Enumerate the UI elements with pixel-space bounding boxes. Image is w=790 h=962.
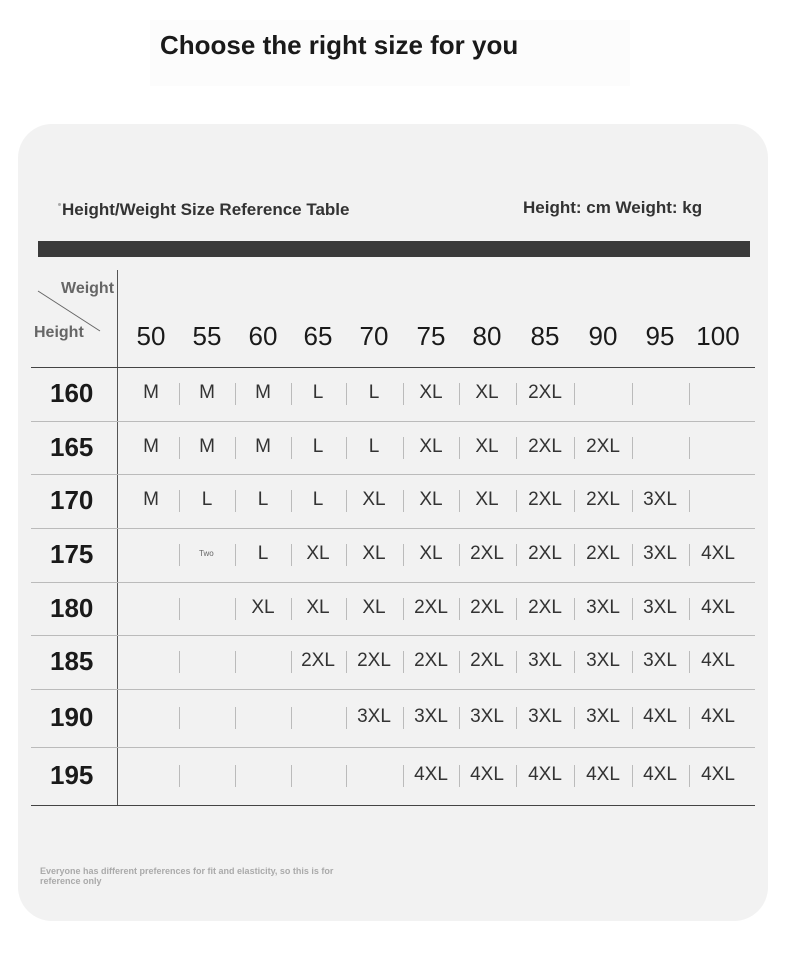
weight-header-80: 80: [472, 321, 502, 351]
table-row-divider: [31, 582, 755, 583]
size-cell: M: [143, 489, 159, 510]
cell-separator: [179, 707, 180, 729]
size-cell: XL: [362, 489, 386, 510]
size-cell: 4XL: [643, 706, 677, 727]
height-value-175: 175: [50, 539, 94, 569]
size-cell: 2XL: [470, 543, 504, 564]
size-cell: M: [199, 435, 215, 457]
cell-separator: [179, 544, 180, 566]
size-cell: 4XL: [470, 764, 504, 785]
header-divider-bar: [38, 241, 750, 257]
size-cell: XL: [419, 382, 443, 403]
size-cell: L: [368, 435, 380, 457]
size-cell: 2XL: [586, 435, 620, 457]
weight-header-65: 65: [303, 321, 333, 351]
size-cell: 3XL: [643, 543, 677, 564]
cell-separator: [291, 707, 292, 729]
size-cell: 3XL: [357, 706, 391, 727]
weight-header-50: 50: [136, 321, 166, 351]
height-value-190: 190: [50, 702, 94, 732]
size-cell: XL: [362, 596, 386, 618]
size-cell: XL: [306, 543, 330, 564]
size-cell: 3XL: [470, 706, 504, 727]
footnote: Everyone has different preferences for fit and elasticity, so this is for reference only: [40, 866, 334, 886]
cell-separator: [632, 437, 633, 459]
size-cell: 4XL: [701, 650, 735, 671]
size-cell: 2XL: [528, 596, 562, 618]
size-cell: 2XL: [586, 489, 620, 510]
size-cell: 2XL: [414, 650, 448, 671]
height-value-160: 160: [50, 378, 94, 408]
size-cell: L: [257, 489, 269, 510]
cell-separator: [179, 765, 180, 787]
table-title: [58, 200, 350, 220]
size-cell: M: [143, 435, 159, 457]
table-row-divider: [31, 747, 755, 748]
size-cell: 2XL: [470, 596, 504, 618]
size-cell: XL: [475, 489, 499, 510]
height-value-180: 180: [50, 592, 94, 623]
size-cell: 2XL: [528, 543, 562, 564]
size-cell: 2XL: [528, 489, 562, 510]
weight-header-55: 55: [192, 321, 222, 351]
size-cell: 2XL: [586, 543, 620, 564]
size-cell: 3XL: [643, 489, 677, 510]
cell-separator: [574, 383, 575, 405]
weight-header-95: 95: [645, 321, 675, 351]
size-cell: XL: [306, 596, 330, 618]
size-cell: 3XL: [414, 706, 448, 727]
weight-header-85: 85: [530, 321, 560, 351]
height-value-170: 170: [50, 485, 94, 515]
corner-weight-label: Weight: [61, 280, 115, 297]
weight-header-100: 100: [696, 321, 740, 351]
size-cell: 4XL: [414, 764, 448, 785]
tiny-note: Two: [199, 549, 214, 558]
size-cell: 2XL: [528, 382, 562, 403]
table-row-divider: [31, 421, 755, 422]
weight-header-75: 75: [416, 321, 446, 351]
size-cell: 4XL: [701, 764, 735, 785]
cell-separator: [632, 383, 633, 405]
size-cell: 3XL: [528, 650, 562, 671]
size-cell: 3XL: [643, 650, 677, 671]
size-cell: M: [255, 435, 271, 457]
size-cell: M: [255, 382, 271, 403]
size-cell: 4XL: [643, 764, 677, 785]
cell-separator: [291, 765, 292, 787]
size-cell: XL: [419, 543, 443, 564]
size-cell: L: [312, 382, 324, 403]
size-cell: XL: [475, 382, 499, 403]
size-cell: 2XL: [357, 650, 391, 671]
size-cell: XL: [419, 489, 443, 510]
cell-separator: [346, 765, 347, 787]
table-row-divider: [31, 367, 755, 368]
size-cell: 4XL: [701, 543, 735, 564]
table-row-divider: [31, 635, 755, 636]
size-cell: XL: [475, 435, 499, 457]
size-cell: 2XL: [414, 596, 448, 618]
size-cell: 3XL: [643, 596, 677, 618]
size-cell: 4XL: [528, 764, 562, 785]
size-cell: 3XL: [586, 596, 620, 618]
size-cell: XL: [419, 435, 443, 457]
size-cell: 2XL: [301, 650, 335, 671]
cell-separator: [235, 707, 236, 729]
size-cell: M: [199, 382, 215, 403]
height-value-165: 165: [50, 431, 94, 462]
size-cell: M: [143, 382, 159, 403]
cell-separator: [179, 651, 180, 673]
size-cell: L: [312, 435, 324, 457]
weight-header-60: 60: [248, 321, 278, 351]
cell-separator: [179, 598, 180, 620]
table-row-divider: [31, 474, 755, 475]
size-cell: 2XL: [470, 650, 504, 671]
bullet-dot-icon: [58, 203, 61, 206]
weight-header-90: 90: [588, 321, 618, 351]
units-label: Height: cm Weight: kg: [523, 198, 703, 217]
cell-separator: [689, 383, 690, 405]
weight-header-row: [117, 315, 757, 365]
cell-separator: [235, 651, 236, 673]
size-cell: XL: [362, 543, 386, 564]
size-cell: 3XL: [586, 706, 620, 727]
cell-separator: [689, 437, 690, 459]
height-value-185: 185: [50, 646, 94, 676]
weight-header-70: 70: [359, 321, 389, 351]
size-cell: 4XL: [701, 596, 735, 618]
size-cell: 4XL: [586, 764, 620, 785]
page-title: Choose the right size for you: [160, 30, 519, 60]
size-chart-card: [18, 124, 768, 921]
size-cell: 3XL: [528, 706, 562, 727]
table-row-divider: [31, 805, 755, 806]
size-cell: 3XL: [586, 650, 620, 671]
table-title-text: Height/Weight Size Reference Table: [62, 200, 350, 219]
size-cell: L: [257, 543, 269, 564]
table-row-divider: [31, 689, 755, 690]
table-row-divider: [31, 528, 755, 529]
size-cell: L: [312, 489, 324, 510]
corner-height-label: Height: [34, 324, 84, 341]
size-cell: 4XL: [701, 706, 735, 727]
size-cell: 2XL: [528, 435, 562, 457]
height-value-195: 195: [50, 760, 94, 790]
cell-separator: [689, 490, 690, 512]
cell-separator: [235, 765, 236, 787]
size-cell: L: [201, 489, 213, 510]
size-cell: XL: [251, 596, 275, 618]
size-cell: L: [368, 382, 380, 403]
